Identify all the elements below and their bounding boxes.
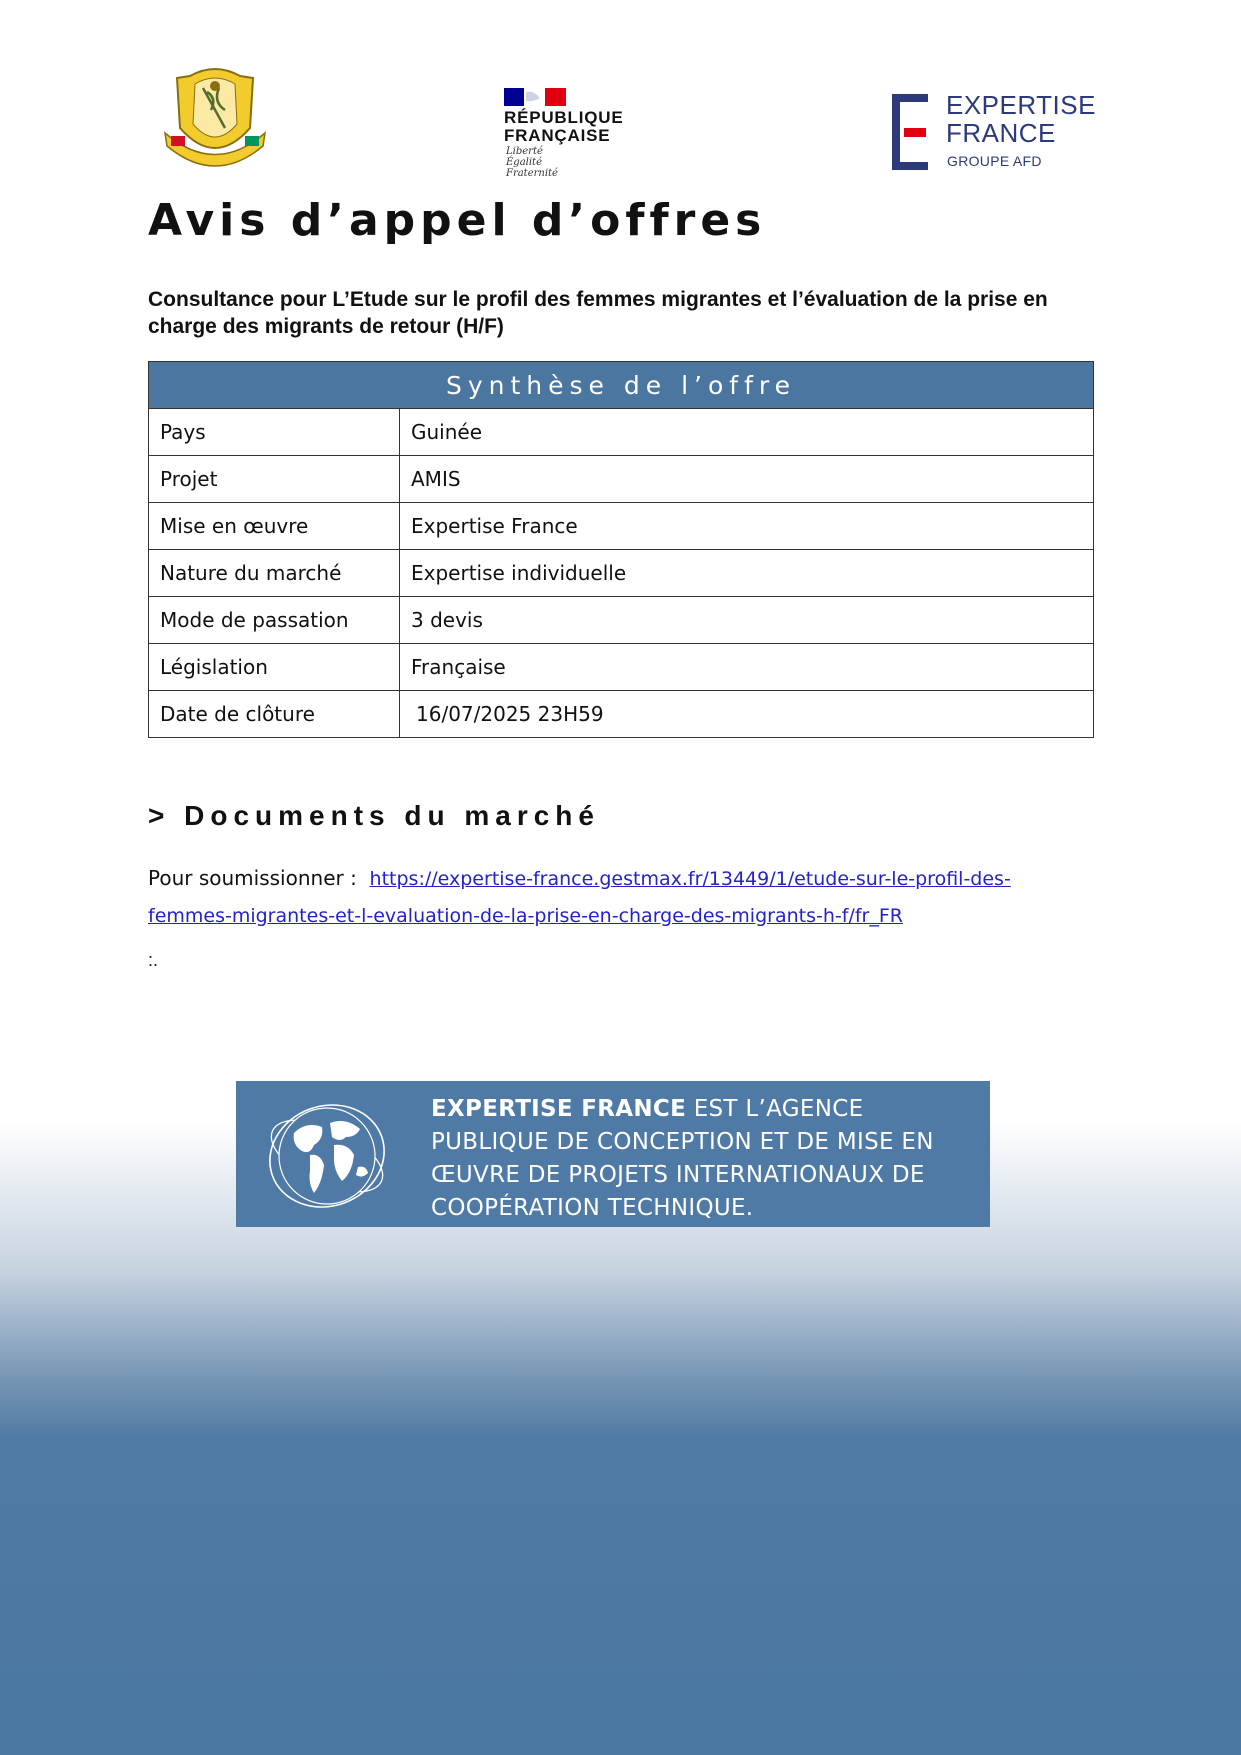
table-row <box>149 503 1094 550</box>
expertise-france-logo <box>890 90 1096 175</box>
ef-line2: FRANCE <box>946 118 1056 148</box>
table-row <box>149 597 1094 644</box>
french-flag-icon <box>504 88 566 106</box>
ef-line3: GROUPE AFD <box>947 153 1042 169</box>
expertise-france-banner <box>236 1081 990 1227</box>
row-value: 3 devis <box>400 597 1094 644</box>
table-header: Synthèse de l’offre <box>149 362 1094 409</box>
submit-paragraph <box>148 860 1068 934</box>
row-value: 16/07/2025 23H59 <box>400 691 1094 738</box>
row-value: Expertise France <box>400 503 1094 550</box>
submit-label: Pour soumissionner : <box>148 866 357 890</box>
row-label: Mise en œuvre <box>149 503 400 550</box>
banner-text <box>431 1093 981 1225</box>
row-label: Mode de passation <box>149 597 400 644</box>
row-label: Législation <box>149 644 400 691</box>
row-label: Date de clôture <box>149 691 400 738</box>
row-label: Projet <box>149 456 400 503</box>
page-title: Avis d’appel d’offres <box>148 195 767 246</box>
banner-body: EST L’AGENCE PUBLIQUE DE CONCEPTION ET DE MISE EN ŒUVRE DE PROJETS INTERNATIONAUX DE COOPÉRATION TECHNIQUE. <box>431 1096 934 1221</box>
rf-motto-egalite: Égalité <box>506 157 542 168</box>
rf-motto-liberte: Liberté <box>506 146 543 157</box>
row-label: Nature du marché <box>149 550 400 597</box>
globe-icon <box>264 1093 390 1219</box>
row-label: Pays <box>149 409 400 456</box>
republique-francaise-logo <box>500 86 660 182</box>
table-row <box>149 409 1094 456</box>
row-value: Française <box>400 644 1094 691</box>
page-subtitle: Consultance pour L’Etude sur le profil des femmes migrantes et l’évaluation de la prise en charge des migrants de retour (H/F) <box>148 288 1048 338</box>
documents-heading: > Documents du marché <box>148 800 600 831</box>
rf-motto-fraternite: Fraternité <box>506 168 558 179</box>
stray-mark: :. <box>148 950 159 970</box>
table-row <box>149 550 1094 597</box>
row-value: Guinée <box>400 409 1094 456</box>
table-row <box>149 456 1094 503</box>
row-value: Expertise individuelle <box>400 550 1094 597</box>
guinea-coat-of-arms-icon <box>145 58 285 178</box>
ef-line1: EXPERTISE <box>946 90 1096 120</box>
banner-brand: EXPERTISE FRANCE <box>431 1096 687 1122</box>
table-row <box>149 691 1094 738</box>
row-value: AMIS <box>400 456 1094 503</box>
table-row <box>149 644 1094 691</box>
offer-summary-table <box>148 361 1094 738</box>
rf-line1: RÉPUBLIQUE <box>504 108 624 127</box>
expertise-france-e-icon <box>890 94 930 174</box>
submit-link[interactable]: https://expertise-france.gestmax.fr/13449/1/etude-sur-le-profil-des-femmes-migrantes-et-l-evaluation-de-la-prise-en-charge-des-migrants-h-f/fr_FR <box>148 868 1011 927</box>
rf-line2: FRANÇAISE <box>504 126 611 145</box>
